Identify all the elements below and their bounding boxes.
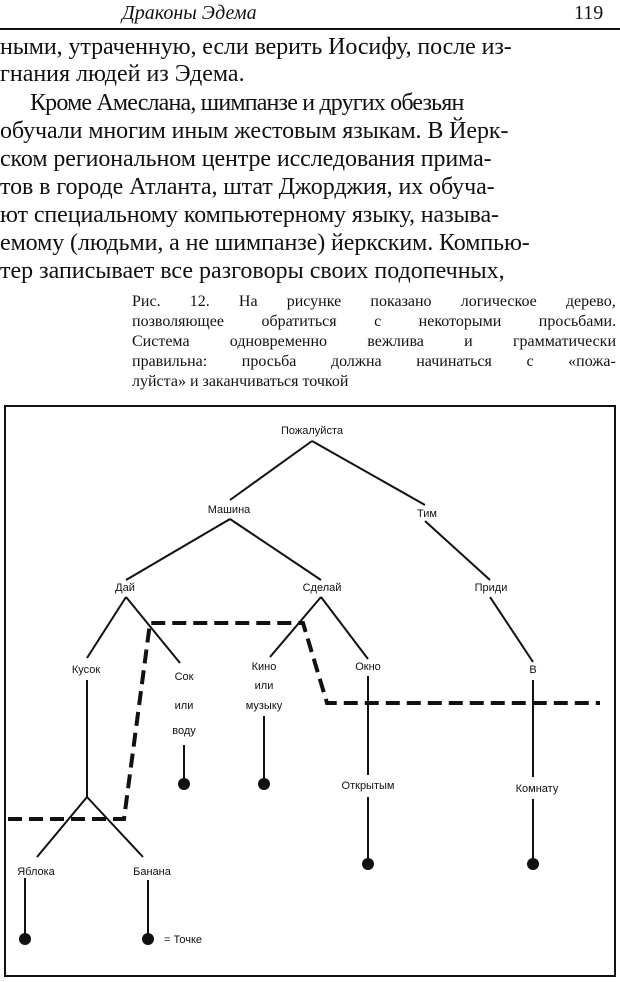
header-rule — [0, 28, 620, 30]
caption-line: Система одновременно вежлива и грамматически — [132, 333, 616, 350]
body-line: емому (людьми, а не шимпанзе) йеркским. Компью- — [0, 230, 530, 256]
body-line: ют специальному компьютерному языку, называ- — [0, 202, 499, 228]
caption-line: луйста» и заканчиваться точкой — [132, 373, 349, 390]
node-banana: Банана — [133, 866, 171, 878]
edge-mashina-sdelai — [230, 519, 321, 580]
terminal-dot — [362, 858, 374, 870]
node-okno: Окно — [355, 661, 381, 673]
node-otkrytym: Открытым — [341, 780, 395, 792]
caption-line: позволяющее обратиться с некоторыми просьбами. — [132, 313, 617, 330]
body-line: тов в городе Атланта, штат Джорджия, их обуча- — [0, 174, 495, 200]
politeness-boundary-dashed-line — [8, 623, 600, 819]
legend-label: = Точке — [164, 934, 203, 946]
terminal-dot — [19, 933, 31, 945]
node-sok-line2: или — [174, 700, 194, 712]
edge-pridi-v — [490, 597, 533, 662]
edge-branch-yabloka — [37, 797, 87, 857]
node-dai: Дай — [115, 582, 135, 594]
node-sok-line1: Сок — [174, 671, 194, 683]
caption-line: правильна: просьба должна начинаться с «пожа- — [132, 353, 616, 370]
legend-dot — [142, 933, 154, 945]
caption-line: Рис. 12. На рисунке показано логическое дерево, — [132, 293, 616, 310]
body-line: обучали многим иным жестовым языкам. В Йерк- — [0, 118, 509, 144]
body-line: Кроме Амеслана, шимпанзе и других обезьян — [30, 90, 464, 116]
edge-dai-sok — [126, 597, 180, 663]
edge-root-tim — [312, 441, 425, 505]
node-kino-line1: Кино — [251, 661, 277, 673]
terminal-dot — [527, 858, 539, 870]
node-kusok: Кусок — [71, 664, 101, 676]
edge-root-mashina — [230, 441, 312, 500]
edge-dai-kusok — [87, 597, 126, 658]
tree-edges — [25, 441, 533, 937]
terminal-dot — [258, 778, 270, 790]
terminal-dot — [178, 778, 190, 790]
node-sdelai: Сделай — [302, 582, 342, 594]
body-line: ском региональном центре исследования прима- — [0, 146, 492, 172]
node-root: Пожалуйста — [281, 425, 343, 437]
page-number: 119 — [574, 2, 604, 24]
body-line: гнания людей из Эдема. — [0, 61, 245, 87]
edge-sdelai-kino — [270, 597, 321, 657]
body-line: ными, утраченную, если верить Иосифу, после из- — [0, 34, 512, 60]
node-mashina: Машина — [207, 504, 251, 516]
node-yabloka: Яблока — [17, 866, 55, 878]
figure-frame — [5, 406, 615, 976]
node-komnatu: Комнату — [515, 783, 559, 795]
node-sok-line3: воду — [172, 725, 196, 737]
body-line: тер записывает все разговоры своих подопечных, — [0, 258, 505, 284]
edge-branch-banana — [87, 797, 143, 857]
node-kino-line3: музыку — [245, 700, 283, 712]
terminal-dots — [19, 778, 539, 945]
logic-tree-figure — [0, 404, 620, 982]
node-kino-line2: или — [254, 680, 274, 692]
running-title: Драконы Эдема — [122, 2, 257, 24]
node-v: В — [529, 664, 537, 676]
edge-mashina-dai — [126, 519, 230, 580]
edge-sdelai-okno — [321, 597, 368, 659]
node-tim: Тим — [417, 508, 437, 520]
node-pridi: Приди — [474, 582, 508, 594]
page-header — [0, 0, 620, 28]
edge-tim-pridi — [425, 521, 490, 580]
